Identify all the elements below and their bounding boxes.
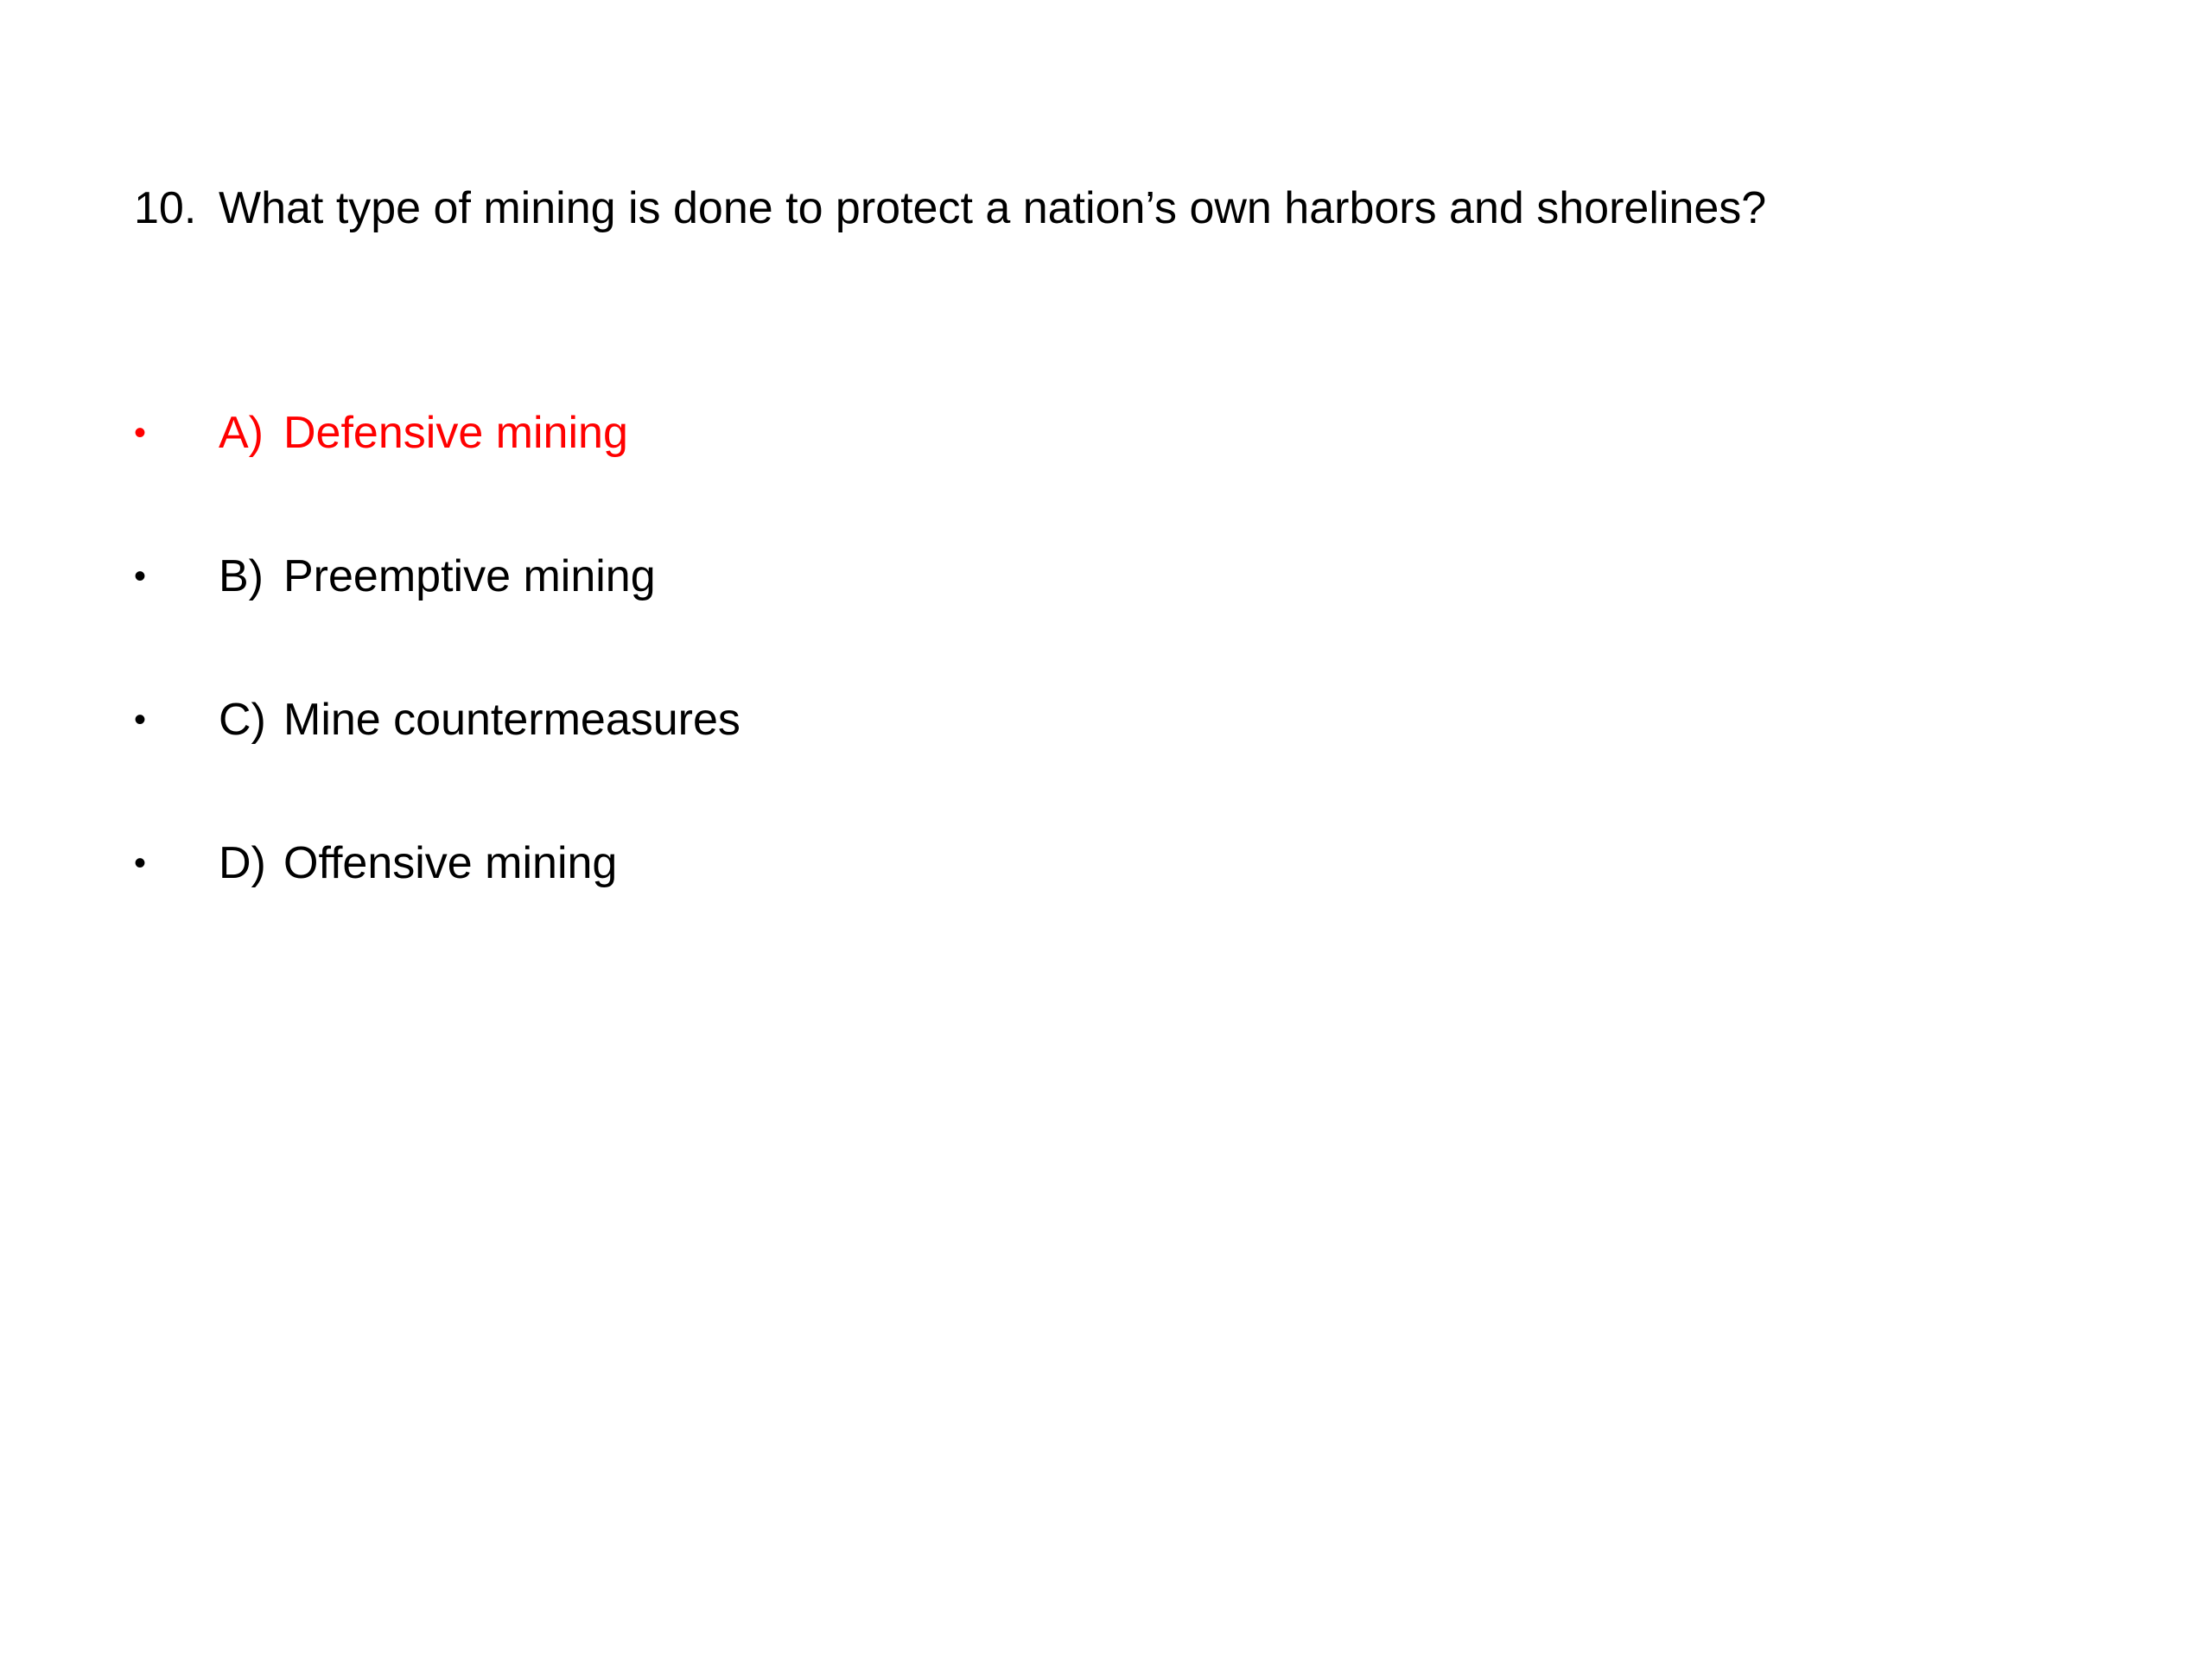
option-text: Offensive mining <box>283 838 618 888</box>
bullet-icon: • <box>134 414 147 452</box>
option-text: Mine countermeasures <box>283 695 741 745</box>
option-b <box>134 545 741 689</box>
option-text: Defensive mining <box>283 408 628 458</box>
answer-options <box>134 402 741 976</box>
option-c <box>134 689 741 832</box>
bullet-icon: • <box>134 844 147 882</box>
option-letter: C) <box>219 695 266 745</box>
option-letter: D) <box>219 838 266 888</box>
option-letter: B) <box>219 551 264 601</box>
bullet-icon: • <box>134 701 147 739</box>
question-number: 10. <box>134 183 197 233</box>
question <box>134 177 1766 239</box>
question-text: What type of mining is done to protect a nation’s own harbors and shorelines? <box>219 183 1767 233</box>
option-text: Preemptive mining <box>283 551 656 601</box>
option-d <box>134 832 741 976</box>
option-letter: A) <box>219 408 264 458</box>
option-a <box>134 402 741 545</box>
bullet-icon: • <box>134 557 147 595</box>
